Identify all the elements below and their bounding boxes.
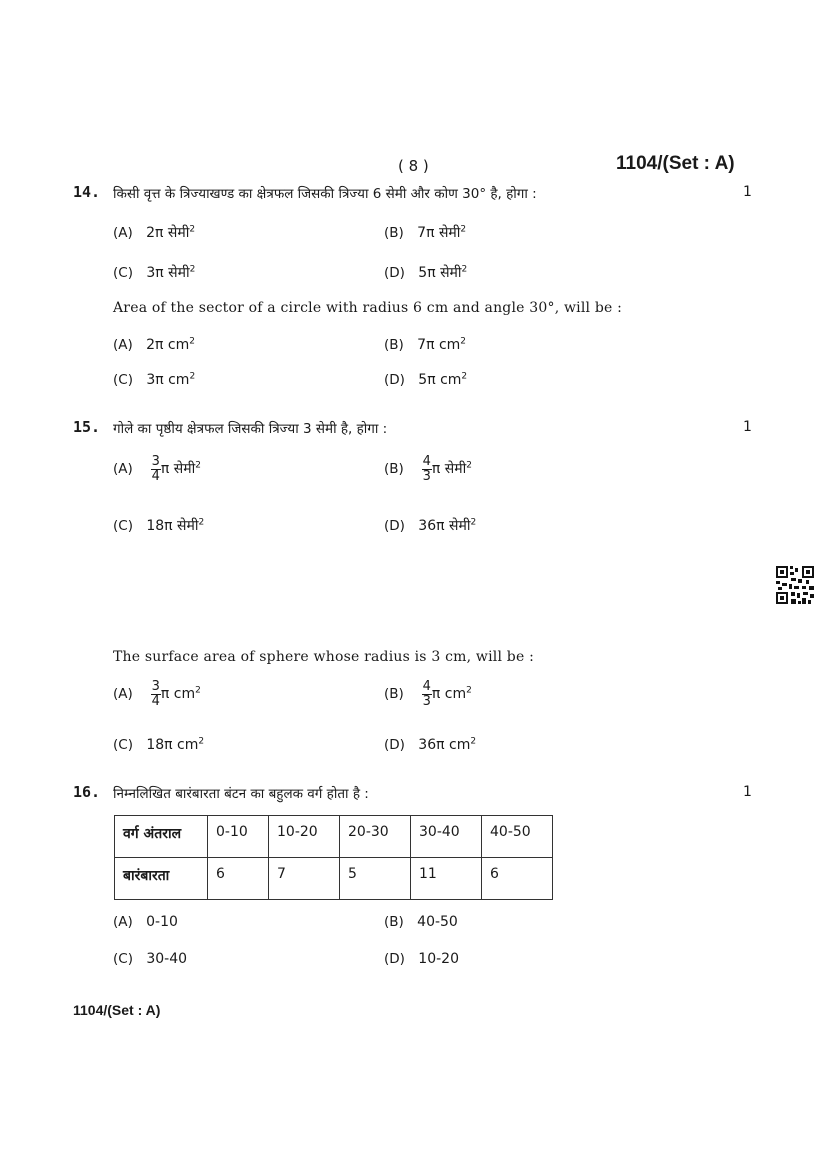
qr-code-icon [776,566,814,604]
table-cell: 6 [482,858,553,900]
table-cell: 10-20 [269,816,340,858]
option-value: 3π cm [146,372,190,388]
question-15-english-text: The surface area of sphere whose radius is 3 cm, will be : [113,649,534,665]
option-value: π सेमी [431,461,467,478]
question-15-marks: 1 [743,419,752,435]
option-label: (A) [113,337,133,353]
table-cell: 40-50 [482,816,553,858]
q15-hindi-option-b [384,455,472,483]
fraction: $\frac{4}{3}$ [422,679,431,709]
option-value: 30-40 [146,951,188,967]
q15-english-option-b [384,680,472,708]
option-value: 18π cm [146,737,199,753]
option-exponent: 2 [466,460,472,471]
q14-english-option-d [384,372,467,388]
option-label: (D) [384,737,405,753]
question-16-hindi-text: निम्नलिखित बारंबारता बंटन का बहुलक वर्ग होता है : [113,786,369,802]
option-exponent: 2 [461,371,468,382]
question-14-marks: 1 [743,184,752,200]
q14-hindi-option-c [113,263,195,282]
option-exponent: 2 [189,336,195,347]
option-exponent: 2 [198,736,205,747]
option-value: 0-10 [146,914,178,930]
option-value: 36π सेमी [418,518,471,534]
option-label: (D) [384,372,405,388]
paper-code-header: 1104/(Set : A) [616,153,735,174]
table-row [115,858,553,900]
option-value: π सेमी [160,461,196,478]
table-cell: 6 [208,858,269,900]
option-label: (B) [384,337,404,353]
option-label: (A) [113,686,133,703]
question-14-number: 14. [73,183,101,201]
q14-english-option-b [384,337,466,353]
option-value: 7π cm [417,337,461,353]
option-value: 2π cm [146,337,190,353]
option-value: 5π सेमी [418,265,462,281]
q15-hindi-option-c [113,516,204,535]
option-value: 36π cm [418,737,471,753]
question-15-number: 15. [73,418,101,436]
question-14-hindi-text: किसी वृत्त के त्रिज्याखण्ड का क्षेत्रफल जिसकी त्रिज्या 6 सेमी और कोण 30° है, होगा : [113,186,537,202]
table-cell: 11 [411,858,482,900]
option-exponent: 2 [195,460,201,471]
question-16-marks: 1 [743,784,752,800]
option-exponent: 2 [189,371,196,382]
q16-option-c [113,951,187,967]
option-label: (C) [113,265,133,281]
frequency-table [114,815,553,900]
option-value: 2π सेमी [146,225,190,241]
option-label: (B) [384,686,404,703]
option-value: π cm [431,686,467,703]
q15-english-option-d [384,737,476,753]
question-16-number: 16. [73,783,101,801]
table-cell: 7 [269,858,340,900]
table-cell: 0-10 [208,816,269,858]
fraction: $\frac{3}{4}$ [151,679,160,709]
table-row [115,816,553,858]
q14-hindi-option-a [113,223,195,242]
option-label: (C) [113,737,133,753]
q15-english-option-c [113,737,204,753]
option-value: 3π सेमी [146,265,190,281]
option-exponent: 2 [470,517,477,528]
paper-code-footer: 1104/(Set : A) [73,1002,161,1018]
q14-hindi-option-d [384,263,467,282]
option-value: 18π सेमी [146,518,199,534]
option-exponent: 2 [466,685,472,696]
option-label: (B) [384,225,404,241]
option-value: 7π सेमी [417,225,461,241]
fraction: $\frac{4}{3}$ [422,454,431,484]
table-cell: 5 [340,858,411,900]
option-exponent: 2 [189,224,196,235]
option-label: (C) [113,951,133,967]
option-label: (D) [384,265,405,281]
option-exponent: 2 [460,336,467,347]
option-value: π cm [160,686,196,703]
option-exponent: 2 [460,224,467,235]
q16-option-a [113,914,178,930]
option-exponent: 2 [461,264,468,275]
option-label: (A) [113,914,133,930]
question-15-hindi-text: गोले का पृष्ठीय क्षेत्रफल जिसकी त्रिज्या 3 सेमी है, होगा : [113,421,388,437]
option-exponent: 2 [189,264,196,275]
fraction: $\frac{3}{4}$ [151,454,160,484]
page-number: ( 8 ) [398,157,429,175]
table-cell: 20-30 [340,816,411,858]
option-label: (A) [113,461,133,478]
table-row-header: वर्ग अंतराल [115,816,208,858]
q15-hindi-option-a [113,455,201,483]
q14-hindi-option-b [384,223,466,242]
option-value: 40-50 [417,914,458,930]
option-label: (C) [113,372,133,388]
option-label: (B) [384,914,404,930]
q14-english-option-a [113,337,195,353]
question-14-english-text: Area of the sector of a circle with radius 6 cm and angle 30°, will be : [113,300,623,316]
q15-english-option-a [113,680,201,708]
option-value: 5π cm [418,372,462,388]
q14-english-option-c [113,372,195,388]
option-exponent: 2 [195,685,201,696]
option-exponent: 2 [198,517,205,528]
q15-hindi-option-d [384,516,476,535]
q16-option-b [384,914,458,930]
option-label: (C) [113,518,133,534]
option-label: (B) [384,461,404,478]
option-label: (D) [384,951,405,967]
option-value: 10-20 [418,951,459,967]
option-exponent: 2 [470,736,477,747]
table-cell: 30-40 [411,816,482,858]
option-label: (D) [384,518,405,534]
option-label: (A) [113,225,133,241]
q16-option-d [384,951,459,967]
table-row-header: बारंबारता [115,858,208,900]
